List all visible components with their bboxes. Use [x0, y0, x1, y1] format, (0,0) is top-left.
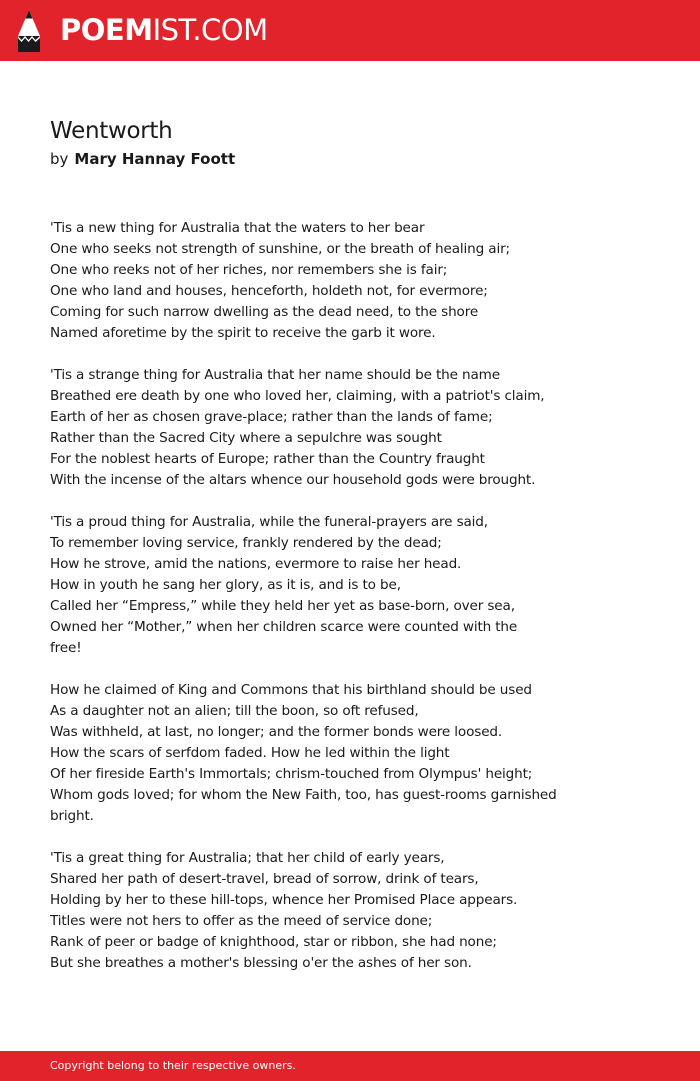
poem-line: 'Tis a proud thing for Australia, while the funeral-prayers are said,	[50, 514, 488, 530]
poem-stanza	[50, 512, 670, 659]
pencil-icon	[16, 9, 42, 53]
poem-line: 'Tis a strange thing for Australia that her name should be the name	[50, 367, 500, 383]
byline	[50, 148, 670, 170]
author-name[interactable]: Mary Hannay Foott	[74, 150, 236, 168]
poem-line: Rank of peer or badge of knighthood, star or ribbon, she had none;	[50, 934, 497, 950]
poem-line: Rather than the Sacred City where a sepulchre was sought	[50, 430, 442, 446]
poem-line: Owned her “Mother,” when her children scarce were counted with the	[50, 619, 518, 635]
poem-line: To remember loving service, frankly rendered by the dead;	[50, 535, 442, 551]
poem-line: One who land and houses, henceforth, holdeth not, for evermore;	[50, 283, 488, 299]
poem-line: bright.	[50, 808, 94, 824]
poem-line: Of her fireside Earth's Immortals; chrism-touched from Olympus' height;	[50, 766, 533, 782]
poem-stanza	[50, 848, 670, 974]
poem-line: Shared her path of desert-travel, bread of sorrow, drink of tears,	[50, 871, 479, 887]
brand-name-bold: POEM	[60, 13, 153, 47]
poem-line: How he claimed of King and Commons that his birthland should be used	[50, 682, 532, 698]
poem-line: As a daughter not an alien; till the boon, so oft refused,	[50, 703, 419, 719]
poem-line: 'Tis a new thing for Australia that the waters to her bear	[50, 220, 425, 236]
site-footer	[0, 1051, 700, 1081]
poem-line: How in youth he sang her glory, as it is, and is to be,	[50, 577, 401, 593]
poem-line: How the scars of serfdom faded. How he led within the light	[50, 745, 450, 761]
brand-name	[60, 14, 268, 46]
poem-line: For the noblest hearts of Europe; rather than the Country fraught	[50, 451, 485, 467]
poem-body	[50, 218, 670, 995]
poem-line: How he strove, amid the nations, evermore to raise her head.	[50, 556, 462, 572]
poem-line: One who seeks not strength of sunshine, or the breath of healing air;	[50, 241, 510, 257]
poem-line: Titles were not hers to offer as the meed of service done;	[50, 913, 433, 929]
copyright-notice: Copyright belong to their respective owners.	[50, 1059, 296, 1072]
site-logo[interactable]	[16, 8, 268, 54]
poem-line: free!	[50, 640, 82, 656]
poem-line: Was withheld, at last, no longer; and the former bonds were loosed.	[50, 724, 503, 740]
poem-stanza	[50, 680, 670, 827]
poem-line: Coming for such narrow dwelling as the dead need, to the shore	[50, 304, 479, 320]
poem-line: One who reeks not of her riches, nor remembers she is fair;	[50, 262, 448, 278]
poem-heading	[50, 114, 670, 170]
poem-stanza	[50, 365, 670, 491]
poem-title: Wentworth	[50, 118, 173, 144]
by-label: by	[50, 150, 69, 168]
poem-line: Holding by her to these hill-tops, whence her Promised Place appears.	[50, 892, 518, 908]
poem-line: With the incense of the altars whence our household gods were brought.	[50, 472, 536, 488]
poem-line: 'Tis a great thing for Australia; that her child of early years,	[50, 850, 445, 866]
site-header	[0, 0, 700, 61]
poem-line: Whom gods loved; for whom the New Faith, too, has guest-rooms garnished	[50, 787, 557, 803]
poem-line: Called her “Empress,” while they held her yet as base-born, over sea,	[50, 598, 515, 614]
poem-line: But she breathes a mother's blessing o'er the ashes of her son.	[50, 955, 472, 971]
poem-line: Named aforetime by the spirit to receive the garb it wore.	[50, 325, 436, 341]
poem-line: Earth of her as chosen grave-place; rather than the lands of fame;	[50, 409, 493, 425]
poem-line: Breathed ere death by one who loved her, claiming, with a patriot's claim,	[50, 388, 545, 404]
poem-stanza	[50, 218, 670, 344]
brand-name-light: IST.COM	[152, 13, 268, 47]
